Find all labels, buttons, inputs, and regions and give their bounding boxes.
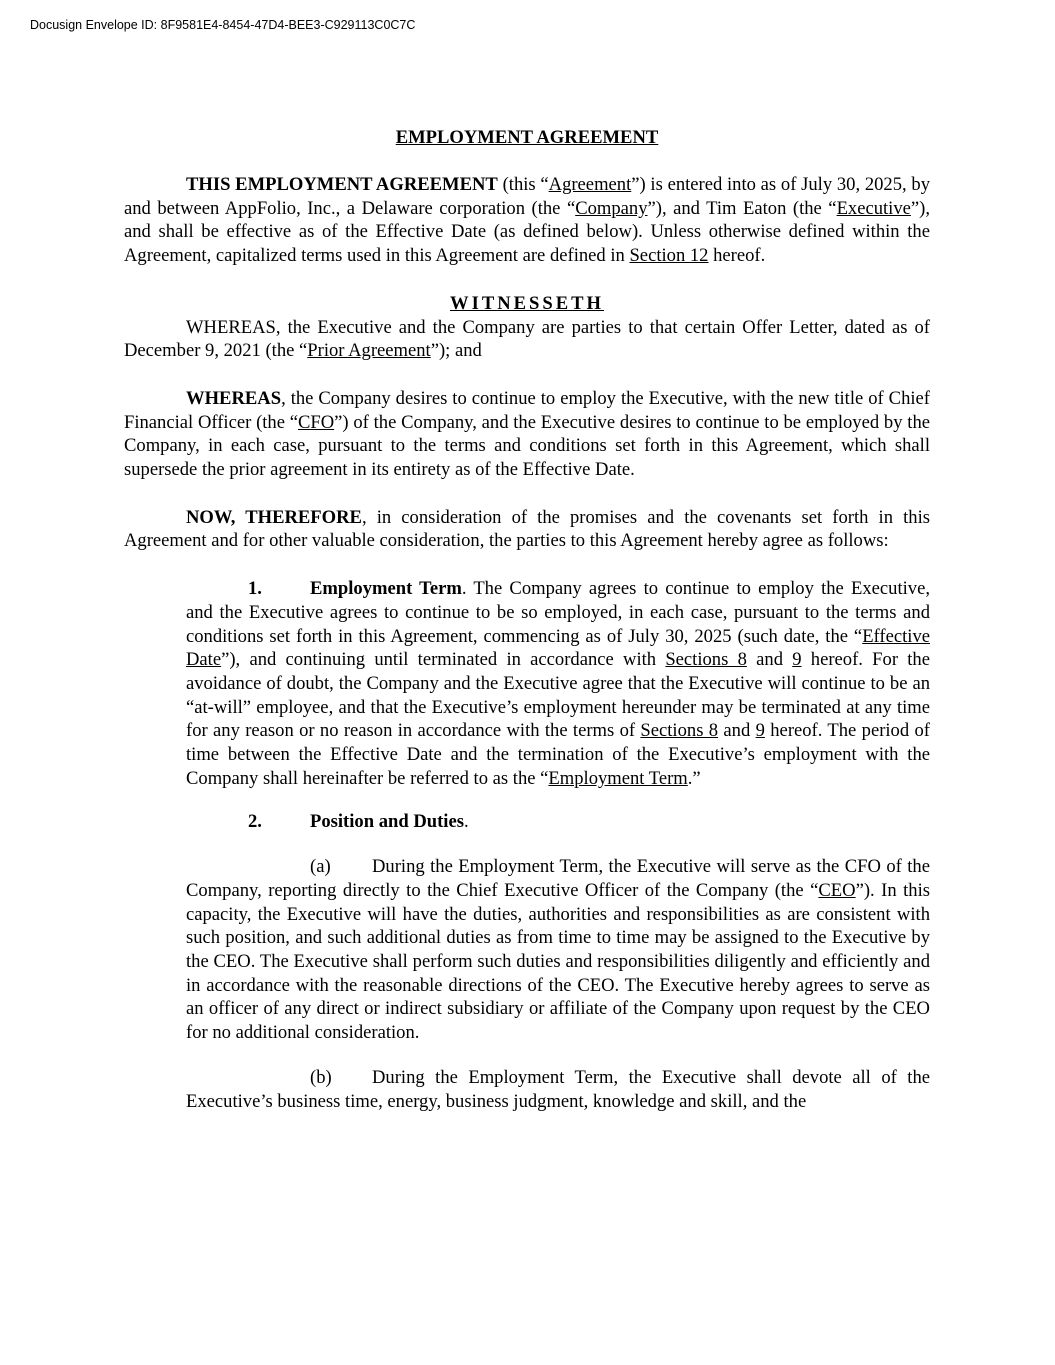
text: (this “ — [497, 174, 549, 195]
section-1-number: 1. — [248, 578, 262, 600]
text: ”), and Tim Eaton (the “ — [647, 197, 837, 219]
text: ”) is entered into as of July 30, 2025, by and between AppFolio, Inc., a Delaware corporation (the “ — [124, 174, 931, 219]
text: ”), and continuing until terminated in accordance with — [221, 649, 666, 671]
text: and — [746, 649, 793, 671]
now-therefore-lead: NOW, THEREFORE — [186, 506, 362, 528]
defined-term-company: Company — [575, 197, 648, 219]
now-therefore-paragraph — [124, 506, 930, 553]
intro-lead: THIS EMPLOYMENT AGREEMENT — [186, 174, 498, 195]
defined-term-effective-date: Effective Date — [186, 625, 930, 671]
document-page — [124, 126, 930, 1113]
defined-term-employment-term: Employment Term — [548, 767, 688, 789]
whereas-lead: WHEREAS — [186, 387, 282, 409]
section-2-heading-line — [186, 810, 930, 834]
text: , in consideration of the promises and the covenants set forth in this Agreement and for other valuable consideration, the parties to this Agreement hereby agree as follows: — [124, 506, 930, 552]
section-2a — [186, 855, 930, 1045]
text: .” — [687, 767, 701, 789]
text: , the Company desires to continue to employ the Executive, with the new title of Chief Financial Officer (the “ — [124, 387, 930, 433]
section-2b-label: (b) — [310, 1066, 332, 1088]
section-2-number: 2. — [248, 811, 262, 833]
section-2b — [186, 1066, 930, 1113]
text: hereof. For the avoidance of doubt, the Company and the Executive agree that the Executive will continue to be an “at-will” employee, and that the Executive’s employment hereunder may be terminated at any time for any reason or no reason in accordance with the terms of — [186, 649, 930, 742]
sections-8-reference: Sections 8 — [665, 649, 747, 671]
text: and — [718, 720, 756, 742]
text: ”); and — [430, 340, 482, 362]
text: hereof. The period of time between the Effective Date and the termination of the Executive’s employment with the Company shall hereinafter be referred to as the “ — [186, 720, 930, 789]
defined-term-ceo: CEO — [818, 879, 856, 901]
text: hereof. — [708, 245, 766, 267]
whereas-paragraph-2 — [124, 387, 930, 482]
section-12-reference: Section 12 — [629, 245, 709, 267]
section-1-heading: Employment Term — [310, 578, 462, 600]
text: During the Employment Term, the Executive shall devote all of the Executive’s business time, energy, business judgment, knowledge and skill, and the — [186, 1066, 930, 1112]
intro-paragraph — [124, 173, 930, 268]
sections-8-reference: Sections 8 — [640, 720, 719, 742]
section-9-reference: 9 — [792, 649, 802, 671]
text: During the Employment Term, the Executive will serve as the CFO of the Company, reporting directly to the Chief Executive Officer of the Company (the “ — [186, 856, 930, 901]
defined-term-cfo: CFO — [298, 411, 335, 433]
whereas-paragraph-1 — [124, 316, 930, 363]
document-title: EMPLOYMENT AGREEMENT — [395, 127, 659, 148]
defined-term-executive: Executive — [836, 197, 911, 219]
section-2-heading: Position and Duties — [310, 811, 464, 833]
text: . The Company agrees to continue to employ the Executive, and the Executive agrees to continue to be so employed, in each case, pursuant to the terms and conditions set forth in this Agreement, commencing as of July 30, 2025 (such date, the “ — [186, 578, 930, 647]
defined-term-agreement: Agreement — [548, 174, 632, 195]
docusign-envelope-id: Docusign Envelope ID: 8F9581E4-8454-47D4-BEE3-C929113C0C7C — [30, 18, 416, 32]
text: WHEREAS, the Executive and the Company are parties to that certain Offer Letter, dated as of December 9, 2021 (the “ — [124, 316, 930, 362]
text: . — [463, 811, 469, 833]
text: ”), and shall be effective as of the Effective Date (as defined below). Unless otherwise defined within the Agreement, capitalized terms used in this Agreement are defined in — [124, 197, 930, 267]
text: ”). In this capacity, the Executive will have the duties, authorities and responsibilities as are consistent with such position, and such additional duties as from time to time may be assigned to the Executive by the CEO. The Executive shall perform such duties and responsibilities diligently and efficiently and in accordance with the reasonable directions of the CEO. The Executive hereby agrees to serve as an officer of any direct or indirect subsidiary or affiliate of the Company upon request by the CEO for no additional consideration. — [186, 879, 931, 1044]
defined-term-prior-agreement: Prior Agreement — [307, 340, 431, 362]
text: ”) of the Company, and the Executive desires to continue to be employed by the Company, in each case, pursuant to the terms and conditions set forth in this Agreement, which shall supersede the prior agreement in its entirety as of the Effective Date. — [124, 411, 930, 481]
section-2a-label: (a) — [310, 856, 331, 878]
section-1 — [186, 577, 930, 790]
witnesseth-heading: WITNESSETH — [449, 292, 604, 314]
section-9-reference: 9 — [755, 720, 765, 742]
